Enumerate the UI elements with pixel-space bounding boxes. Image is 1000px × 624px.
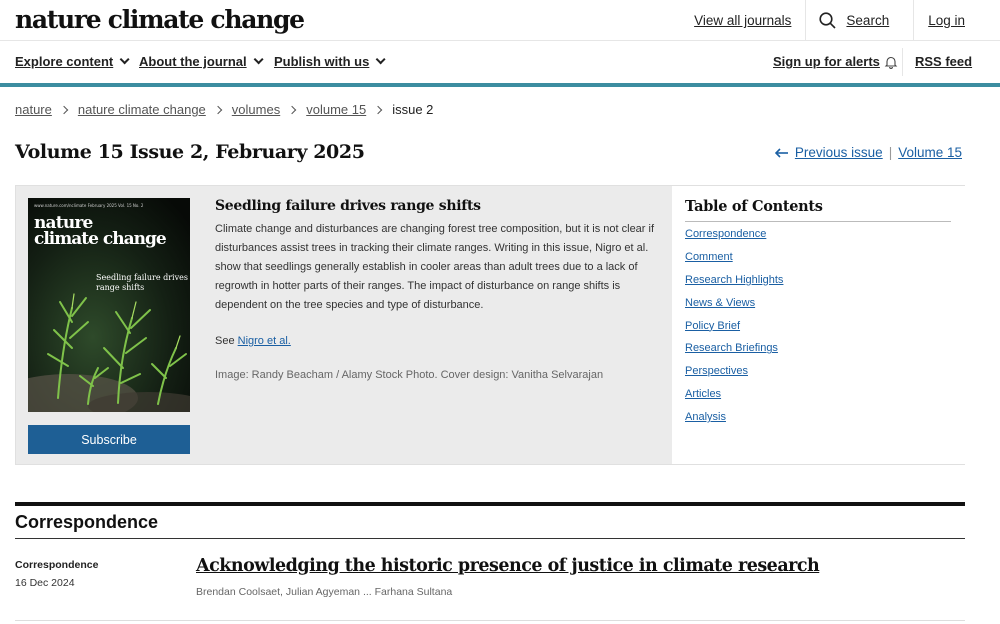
toc-item-news-views[interactable]: News & Views: [685, 296, 756, 309]
breadcrumb-nature[interactable]: nature: [15, 102, 52, 117]
cover-tagline-line1: Seedling failure drives: [96, 273, 188, 282]
sign-up-alerts-link[interactable]: [773, 54, 898, 69]
toc-item-policy-brief[interactable]: Policy Brief: [685, 319, 741, 332]
nav-explore-content[interactable]: [15, 54, 126, 69]
article-authors: Brendan Coolsaet, Julian Agyeman ... Farhana Sultana: [196, 586, 453, 598]
page-title: Volume 15 Issue 2, February 2025: [15, 141, 365, 163]
nav-about-label: About the journal: [139, 54, 247, 69]
chevron-down-icon: [120, 54, 130, 64]
breadcrumb: [15, 102, 433, 117]
chevron-right-icon: [214, 105, 222, 113]
toc-item-research-highlights[interactable]: Research Highlights: [685, 273, 784, 286]
toc-item-analysis[interactable]: Analysis: [685, 411, 726, 424]
search-icon: [819, 12, 836, 29]
breadcrumb-issue: issue 2: [392, 102, 434, 117]
volume-link[interactable]: Volume 15: [898, 145, 962, 160]
toc-item-articles[interactable]: Articles: [685, 388, 722, 401]
toc-item-correspondence[interactable]: Correspondence: [685, 228, 767, 240]
issue-feature-panel: [15, 185, 965, 465]
top-bar: [0, 0, 1000, 41]
nav-publish-label: Publish with us: [274, 54, 370, 69]
nav-publish-with-us[interactable]: [274, 54, 382, 69]
subscribe-button[interactable]: Subscribe: [28, 425, 190, 454]
cover-masthead-line2: climate change: [34, 229, 166, 249]
journal-logo[interactable]: nature climate change: [15, 5, 304, 34]
toc-title: Table of Contents: [685, 198, 951, 222]
cover-masthead-line1: nature: [34, 213, 93, 233]
table-of-contents: [672, 186, 965, 464]
article-divider: [15, 620, 965, 621]
breadcrumb-volume[interactable]: volume 15: [306, 102, 367, 117]
breadcrumb-volumes[interactable]: volumes: [231, 102, 281, 117]
top-links: [680, 0, 1000, 41]
cover-tagline-line2: range shifts: [96, 283, 145, 292]
article-title-link[interactable]: Acknowledging the historic presence of justice in climate research: [196, 556, 820, 576]
search-link[interactable]: [805, 0, 914, 41]
toc-list: [685, 228, 783, 434]
see-article-link[interactable]: Nigro et al.: [237, 335, 291, 347]
login-link[interactable]: Log in: [928, 13, 965, 28]
accent-bar: [0, 83, 1000, 87]
section-divider: [15, 538, 965, 539]
toc-item-comment[interactable]: Comment: [685, 250, 733, 263]
issue-nav-separator: |: [888, 145, 893, 160]
previous-issue-link[interactable]: Previous issue: [794, 145, 883, 160]
nav-divider: [902, 48, 903, 76]
cover-illustration: [28, 198, 190, 412]
chevron-down-icon: [376, 54, 386, 64]
view-all-journals-link[interactable]: View all journals: [694, 13, 792, 28]
chevron-right-icon: [288, 105, 296, 113]
article-date: 16 Dec 2024: [15, 577, 75, 589]
see-prefix: See: [215, 335, 238, 347]
alerts-label: Sign up for alerts: [773, 54, 880, 69]
nav-explore-label: Explore content: [15, 54, 114, 69]
nav-about-journal[interactable]: [139, 54, 260, 69]
arrow-left-icon: [775, 148, 789, 158]
article-type: Correspondence: [15, 559, 99, 571]
section-title: Correspondence: [15, 512, 159, 532]
main-nav: [0, 41, 1000, 83]
section-rule: [15, 502, 965, 506]
toc-item-research-briefings[interactable]: Research Briefings: [685, 342, 778, 355]
feature-see: [215, 335, 665, 347]
cover-top-text: www.nature.com/nclimate February 2025 Vol. 15 No. 2: [34, 203, 144, 208]
feature-description: [215, 198, 665, 381]
chevron-down-icon: [253, 54, 263, 64]
search-label: Search: [846, 13, 890, 28]
issue-navigation: [775, 145, 962, 160]
feature-title: Seedling failure drives range shifts: [215, 198, 481, 214]
breadcrumb-journal[interactable]: nature climate change: [77, 102, 206, 117]
feature-body: Climate change and disturbances are changing forest tree composition, but it is not clear if disturbances assist trees in tracking their climate ranges. Writing in this issue, Nigro et al. show that seedlings generally establish in cooler areas than adult trees due to a lack of regrowth in hotter parts of their ranges. The impact of disturbance on range shifts is dependent on the tree species and type of disturbance.: [215, 223, 655, 311]
image-credit: Image: Randy Beacham / Alamy Stock Photo. Cover design: Vanitha Selvarajan: [215, 369, 604, 381]
cover-image[interactable]: [28, 198, 190, 412]
chevron-right-icon: [374, 105, 382, 113]
bell-icon: [884, 55, 898, 69]
rss-feed-link[interactable]: RSS feed: [915, 54, 973, 69]
toc-item-perspectives[interactable]: Perspectives: [685, 365, 748, 378]
chevron-right-icon: [60, 105, 68, 113]
